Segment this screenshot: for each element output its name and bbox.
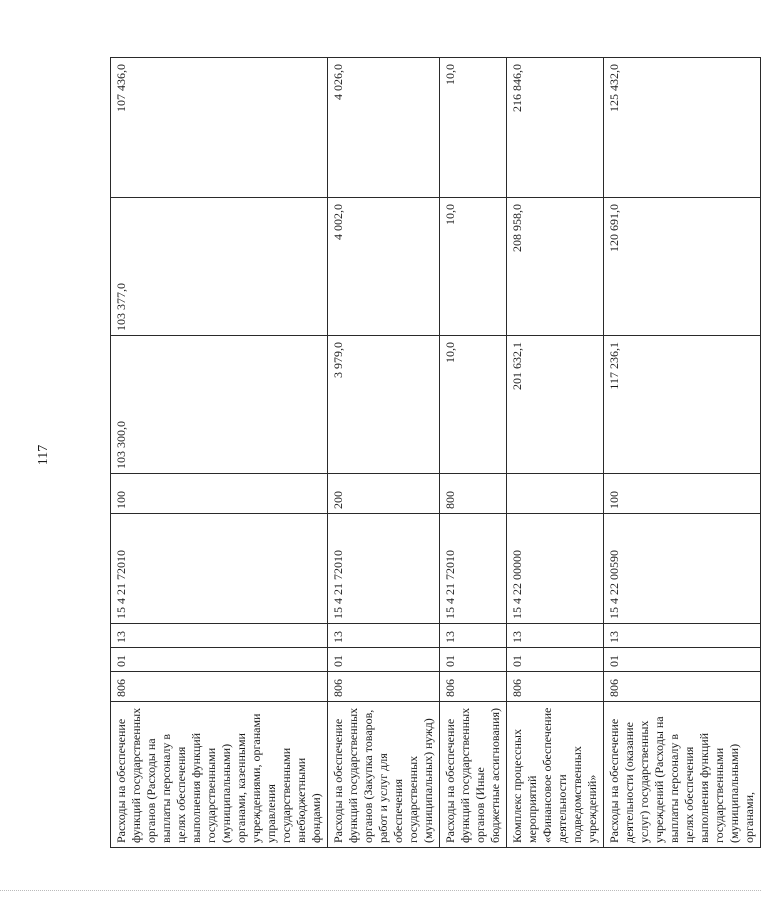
table-row — [328, 58, 440, 848]
target-code: 15 4 21 72010 — [440, 514, 507, 624]
table-row — [440, 58, 507, 848]
table-row — [111, 58, 328, 848]
row-name: Расходы на обеспечение деятельности (оказание услуг) государственных учреждений (Расходы на выплаты персоналу в целях обеспечения выполнения функций государственными (муниципальными) органами, — [604, 702, 761, 848]
table-row — [507, 58, 604, 848]
expense-type: 800 — [440, 474, 507, 514]
row-name: Расходы на обеспечение функций государственных органов (Расходы на выплаты персоналу в целях обеспечения выполнения функций государственными (муниципальными) органами, казенными учреждениями, органами управления государственными внебюджетными фондами) — [111, 702, 328, 848]
section-code: 01 — [604, 648, 761, 672]
gov-code: 806 — [604, 672, 761, 702]
amount-year-2: 10,0 — [440, 198, 507, 336]
amount-year-2: 120 691,0 — [604, 198, 761, 336]
section-code: 01 — [440, 648, 507, 672]
target-code: 15 4 22 00000 — [507, 514, 604, 624]
amount-year-3: 10,0 — [440, 58, 507, 198]
row-name: Комплекс процессных мероприятий «Финансовое обеспечение деятельности подведомственных учреждений» — [507, 702, 604, 848]
expense-type — [507, 474, 604, 514]
target-code: 15 4 21 72010 — [328, 514, 440, 624]
row-name: Расходы на обеспечение функций государственных органов (Закупка товаров, работ и услуг для обеспечения государственных (муниципальных) нужд) — [328, 702, 440, 848]
amount-year-3: 125 432,0 — [604, 58, 761, 198]
page-number: 117 — [36, 444, 52, 466]
budget-table-container — [110, 58, 756, 848]
amount-year-1: 103 300,0 — [111, 336, 328, 474]
target-code: 15 4 21 72010 — [111, 514, 328, 624]
table-row — [604, 58, 761, 848]
gov-code: 806 — [440, 672, 507, 702]
section-code: 01 — [111, 648, 328, 672]
section-code: 01 — [507, 648, 604, 672]
amount-year-1: 3 979,0 — [328, 336, 440, 474]
amount-year-1: 201 632,1 — [507, 336, 604, 474]
budget-table — [110, 57, 761, 848]
amount-year-3: 107 436,0 — [111, 58, 328, 198]
amount-year-1: 117 236,1 — [604, 336, 761, 474]
expense-type: 200 — [328, 474, 440, 514]
amount-year-2: 103 377,0 — [111, 198, 328, 336]
amount-year-3: 4 026,0 — [328, 58, 440, 198]
target-code: 15 4 22 00590 — [604, 514, 761, 624]
amount-year-3: 216 846,0 — [507, 58, 604, 198]
amount-year-2: 4 002,0 — [328, 198, 440, 336]
amount-year-1: 10,0 — [440, 336, 507, 474]
amount-year-2: 208 958,0 — [507, 198, 604, 336]
expense-type: 100 — [111, 474, 328, 514]
page-bottom-edge — [0, 890, 761, 891]
gov-code: 806 — [328, 672, 440, 702]
subsection-code: 13 — [507, 624, 604, 648]
subsection-code: 13 — [328, 624, 440, 648]
gov-code: 806 — [111, 672, 328, 702]
subsection-code: 13 — [111, 624, 328, 648]
row-name: Расходы на обеспечение функций государственных органов (Иные бюджетные ассигнования) — [440, 702, 507, 848]
subsection-code: 13 — [440, 624, 507, 648]
expense-type: 100 — [604, 474, 761, 514]
subsection-code: 13 — [604, 624, 761, 648]
gov-code: 806 — [507, 672, 604, 702]
section-code: 01 — [328, 648, 440, 672]
